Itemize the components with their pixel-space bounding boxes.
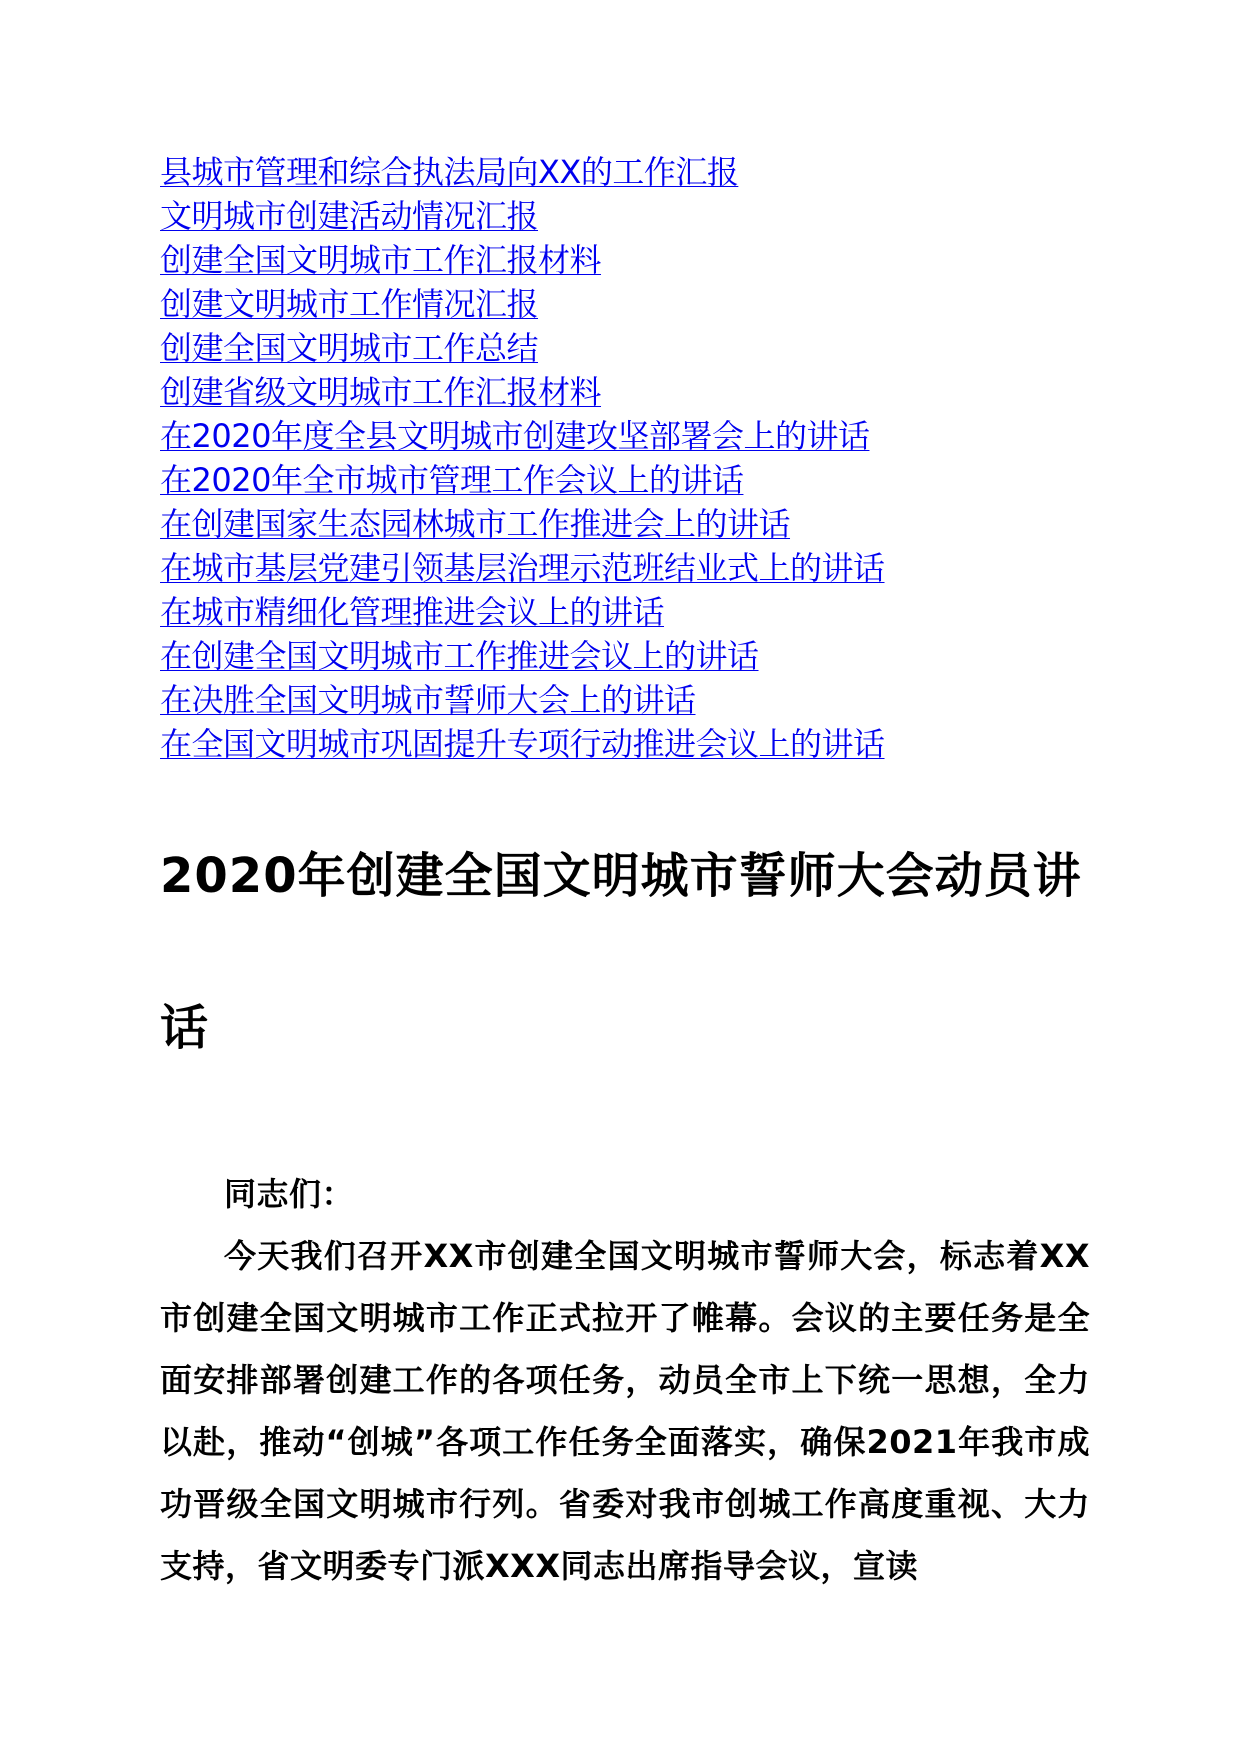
link-item[interactable]: 在2020年全市城市管理工作会议上的讲话 [160,461,744,499]
link-item[interactable]: 创建省级文明城市工作汇报材料 [160,373,602,411]
document-body [160,1163,1090,1597]
link-item[interactable]: 在城市精细化管理推进会议上的讲话 [160,593,665,631]
link-item[interactable]: 在全国文明城市巩固提升专项行动推进会议上的讲话 [160,725,885,763]
link-item[interactable]: 在创建国家生态园林城市工作推进会上的讲话 [160,505,791,543]
list-item [160,194,1120,238]
list-item [160,722,1120,766]
greeting: 同志们： [224,1175,355,1213]
list-item [160,326,1120,370]
link-item[interactable]: 创建全国文明城市工作总结 [160,329,539,367]
list-item [160,370,1120,414]
link-item[interactable]: 文明城市创建活动情况汇报 [160,197,539,235]
link-item[interactable]: 在2020年度全县文明城市创建攻坚部署会上的讲话 [160,417,870,455]
link-item[interactable]: 在决胜全国文明城市誓师大会上的讲话 [160,681,696,719]
list-item [160,150,1120,194]
list-item [160,238,1120,282]
link-item[interactable]: 创建文明城市工作情况汇报 [160,285,539,323]
list-item [160,282,1120,326]
link-item[interactable]: 县城市管理和综合执法局向XX的工作汇报 [160,153,739,191]
list-item [160,590,1120,634]
list-item [160,678,1120,722]
link-item[interactable]: 在创建全国文明城市工作推进会议上的讲话 [160,637,759,675]
body-paragraph: 今天我们召开XX市创建全国文明城市誓师大会，标志着XX市创建全国文明城市工作正式拉开了帷幕。会议的主要任务是全面安排部署创建工作的各项任务，动员全市上下统一思想，全力以赴，推动“创城”各项工作任务全面落实，确保2021年我市成功晋级全国文明城市行列。省委对我市创城工作高度重视、大力支持，省文明委专门派XXX同志出席指导会议，宣读 [160,1237,1090,1585]
list-item [160,414,1120,458]
list-item [160,458,1120,502]
link-item[interactable]: 创建全国文明城市工作汇报材料 [160,241,602,279]
document-title: 2020年创建全国文明城市誓师大会动员讲话 [160,848,1082,1056]
list-item [160,502,1120,546]
link-item[interactable]: 在城市基层党建引领基层治理示范班结业式上的讲话 [160,549,885,587]
list-item [160,546,1120,590]
list-item [160,634,1120,678]
related-links-list [160,150,1120,766]
